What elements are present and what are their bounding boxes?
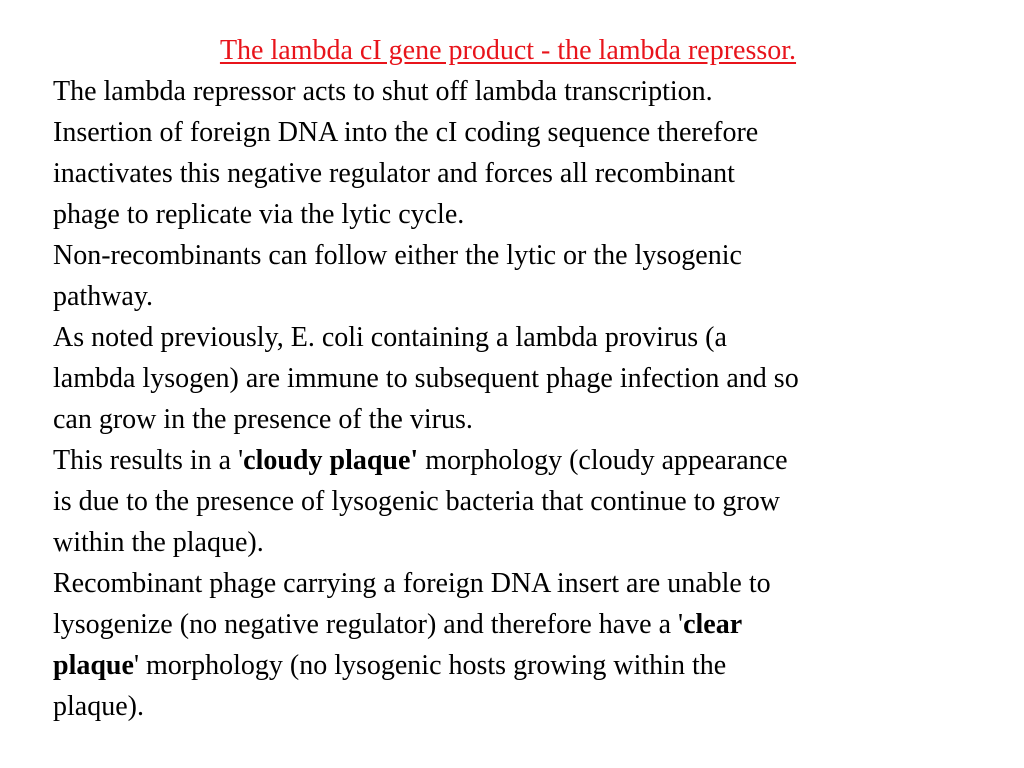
body-text	[53, 71, 983, 727]
text-line: The lambda repressor acts to shut off lambda transcription.	[53, 76, 713, 107]
text-line: lambda lysogen) are immune to subsequent phage infection and so	[53, 363, 799, 394]
cloudy-plaque-line	[53, 440, 983, 481]
text-line: is due to the presence of lysogenic bacteria that continue to grow	[53, 486, 780, 517]
text-line: As noted previously, E. coli containing a lambda provirus (a	[53, 322, 727, 353]
text-line: can grow in the presence of the virus.	[53, 404, 473, 435]
text-line: within the plaque).	[53, 527, 264, 558]
plaque-line	[53, 645, 983, 686]
clear-term: clear	[683, 609, 743, 640]
text-line: phage to replicate via the lytic cycle.	[53, 199, 465, 230]
text-segment: lysogenize (no negative regulator) and therefore have a '	[53, 609, 684, 640]
plaque-term: plaque	[53, 650, 134, 681]
text-segment: ' morphology (no lysogenic hosts growing within the	[133, 650, 727, 681]
text-line: Non-recombinants can follow either the lytic or the lysogenic	[53, 240, 742, 271]
clear-plaque-line	[53, 604, 983, 645]
text-segment: This results in a '	[53, 445, 244, 476]
text-line: pathway.	[53, 281, 154, 312]
text-line: inactivates this negative regulator and forces all recombinant	[53, 158, 735, 189]
text-line: plaque).	[53, 691, 144, 722]
text-segment: morphology (cloudy appearance	[418, 445, 788, 476]
cloudy-plaque-term: cloudy plaque'	[243, 445, 419, 476]
text-line: Recombinant phage carrying a foreign DNA insert are unable to	[53, 568, 771, 599]
slide-title: The lambda cI gene product - the lambda repressor.	[219, 35, 797, 66]
text-line: Insertion of foreign DNA into the cI coding sequence therefore	[53, 117, 759, 148]
